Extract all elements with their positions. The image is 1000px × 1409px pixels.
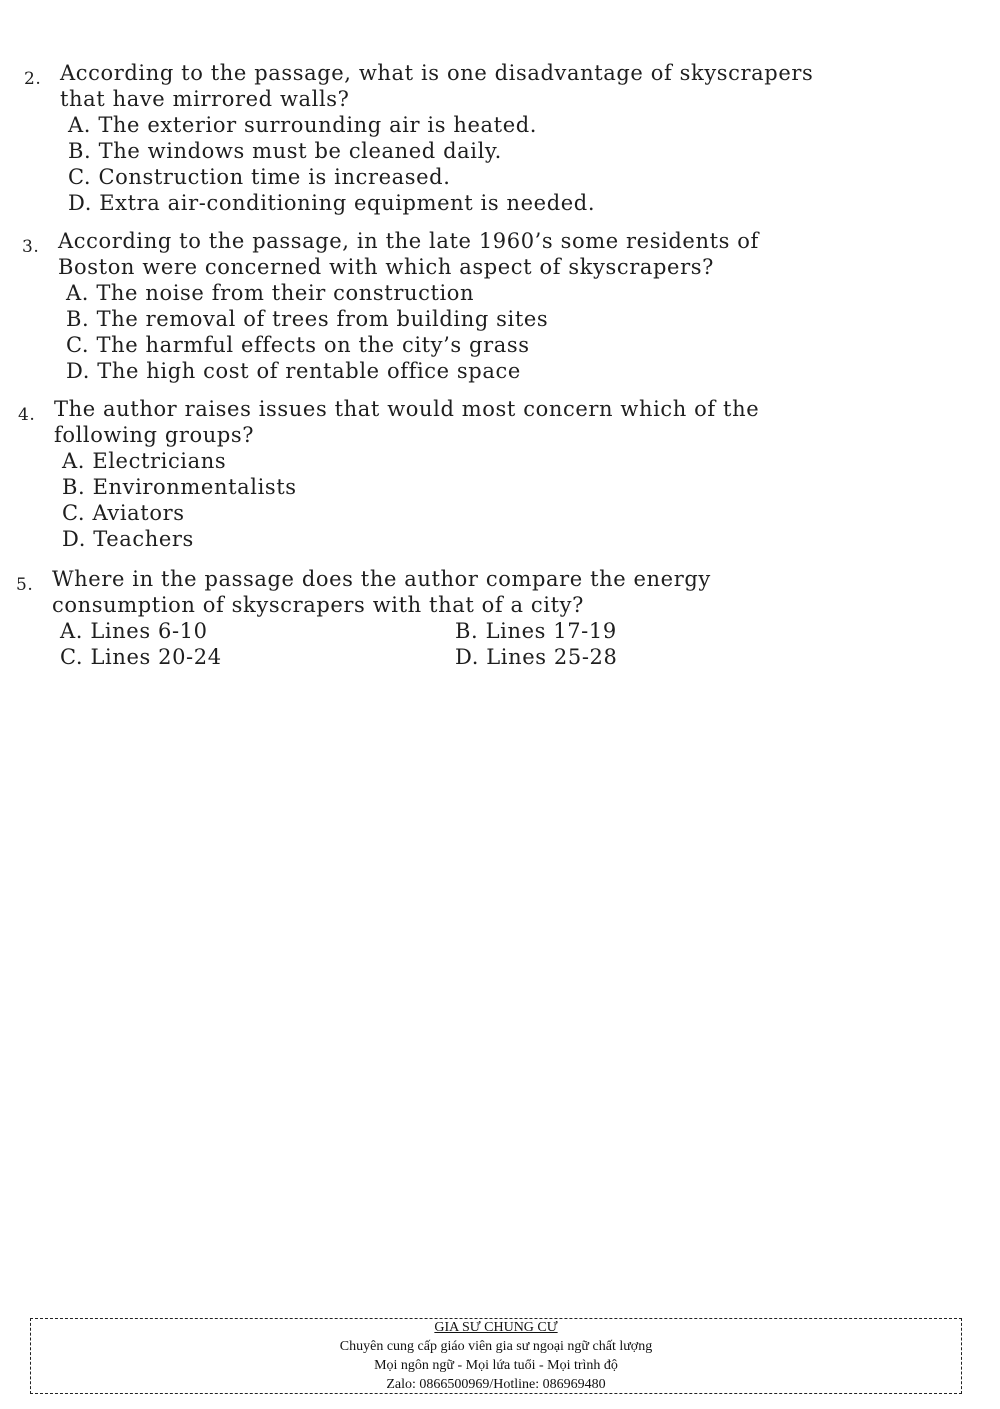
answer-option-d: D. Lines 25-28 — [455, 645, 618, 669]
answer-option-b: B. Lines 17-19 — [455, 619, 617, 643]
answer-option-a: A. The noise from their construction — [66, 281, 475, 305]
answer-option-c: C. Aviators — [62, 501, 185, 525]
question-stem-line: According to the passage, what is one disadvantage of skyscrapers — [60, 61, 814, 85]
question-stem-line: According to the passage, in the late 1960’s some residents of — [58, 229, 759, 253]
question-3 — [22, 228, 842, 384]
question-5 — [16, 566, 836, 670]
answer-option-b: B. Environmentalists — [62, 475, 297, 499]
answer-option-c: C. Construction time is increased. — [68, 165, 451, 189]
answer-option-b: B. The removal of trees from building sites — [66, 307, 549, 331]
answer-option-d: D. Teachers — [62, 527, 194, 551]
answer-options-grid — [60, 618, 836, 670]
footer-brand: GIA SƯ CHUNG CƯ — [434, 1320, 558, 1335]
question-number: 5. — [16, 575, 34, 595]
question-stem-line: consumption of skyscrapers with that of a city? — [52, 593, 584, 617]
question-stem-line: following groups? — [54, 423, 255, 447]
answer-option-d: D. Extra air-conditioning equipment is needed. — [68, 191, 596, 215]
answer-option-a: A. Lines 6-10 — [60, 619, 208, 643]
question-number: 2. — [24, 69, 42, 89]
footer-tagline: Chuyên cung cấp giáo viên gia sư ngoại ngữ chất lượng — [339, 1339, 653, 1354]
question-number: 4. — [18, 405, 36, 425]
question-stem-line: Boston were concerned with which aspect of skyscrapers? — [58, 255, 714, 279]
answer-option-d: D. The high cost of rentable office space — [66, 359, 521, 383]
question-2 — [24, 60, 884, 216]
question-stem-line: The author raises issues that would most concern which of the — [54, 397, 760, 421]
question-stem-line: that have mirrored walls? — [60, 87, 350, 111]
answer-option-c: C. Lines 20-24 — [60, 645, 222, 669]
answer-option-a: A. Electricians — [62, 449, 227, 473]
answer-option-c: C. The harmful effects on the city’s grass — [66, 333, 530, 357]
question-4 — [18, 396, 838, 552]
answer-option-b: B. The windows must be cleaned daily. — [68, 139, 502, 163]
answer-option-a: A. The exterior surrounding air is heated. — [68, 113, 538, 137]
question-stem-line: Where in the passage does the author compare the energy — [52, 567, 711, 591]
footer-subtitle: Mọi ngôn ngữ - Mọi lứa tuổi - Mọi trình độ — [374, 1358, 618, 1373]
footer-contact: Zalo: 0866500969/Hotline: 086969480 — [386, 1377, 606, 1392]
footer-advert-box — [30, 1318, 962, 1394]
question-number: 3. — [22, 237, 40, 257]
